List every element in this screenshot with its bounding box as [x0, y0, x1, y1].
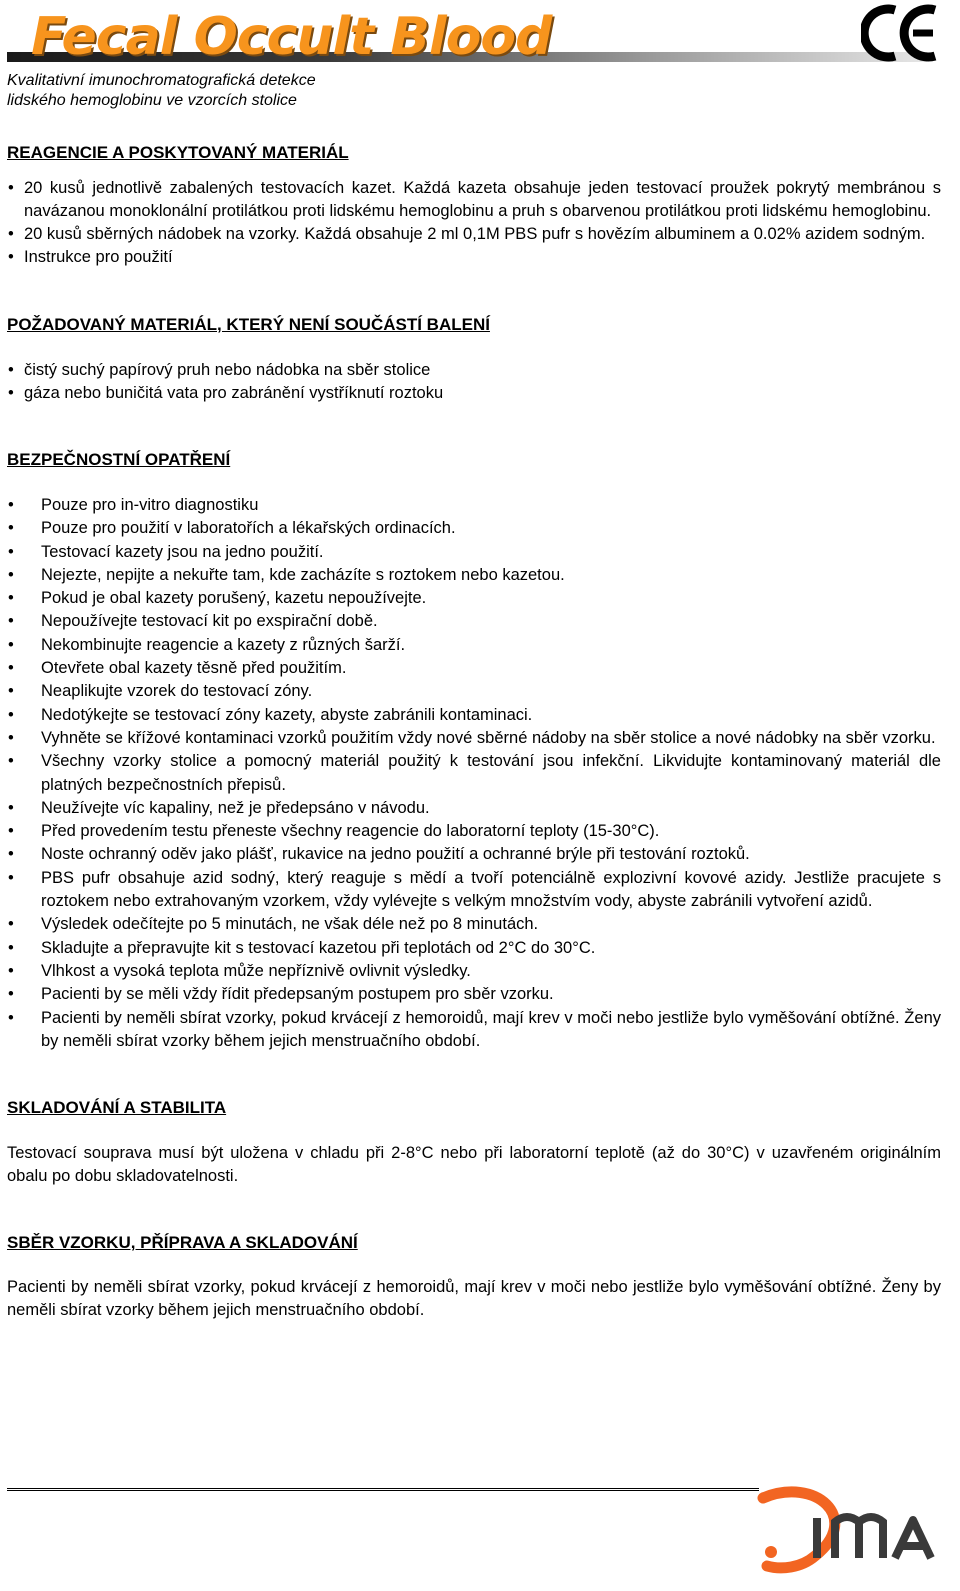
list-item: • Instrukce pro použití: [7, 246, 941, 269]
bullet-icon: •: [8, 705, 14, 724]
bullet-icon: •: [8, 635, 14, 654]
bullet-icon: •: [8, 938, 14, 957]
bullet-icon: •: [8, 1008, 14, 1027]
document-header: [7, 0, 941, 110]
list-item: • Vyhněte se křížové kontaminaci vzorků použitím vždy nové sběrné nádoby na sběr stolice a nové nádobky na sběr vzorku.: [7, 727, 941, 750]
bullet-icon: •: [8, 225, 14, 243]
bullet-icon: •: [8, 728, 14, 747]
bullet-icon: •: [8, 361, 14, 379]
bullet-icon: •: [8, 179, 14, 197]
dima-logo-icon: [755, 1478, 945, 1578]
section-collection: [7, 1232, 941, 1322]
bullet-icon: •: [8, 659, 14, 678]
list-item: • Skladujte a přepravujte kit s testovací kazetou při teplotách od 2°C do 30°C.: [7, 937, 941, 960]
list-item: • Neaplikujte vzorek do testovací zóny.: [7, 680, 941, 703]
bullet-icon: •: [8, 961, 14, 980]
bullet-icon: •: [8, 822, 14, 841]
list-item: • 20 kusů sběrných nádobek na vzorky. Každá obsahuje 2 ml 0,1M PBS pufr s hovězím albuminem a 0.02% azidem sodným.: [7, 223, 941, 246]
list-item: • Pouze pro in-vitro diagnostiku: [7, 494, 941, 517]
list-item: • Neužívejte víc kapaliny, než je předepsáno v návodu.: [7, 797, 941, 820]
section-heading-reagents: REAGENCIE A POSKYTOVANÝ MATERIÁL: [7, 143, 349, 162]
section-safety: [7, 449, 941, 1053]
footer-rule-secondary: [7, 1490, 759, 1491]
bullet-icon: •: [8, 384, 14, 402]
list-item: • Vlhkost a vysoká teplota může nepříznivě ovlivnit výsledky.: [7, 960, 941, 983]
subtitle-line-2: lidského hemoglobinu ve vzorcích stolice: [7, 92, 297, 109]
collection-paragraph: Pacienti by neměli sbírat vzorky, pokud krvácejí z hemoroidů, mají krev v moči nebo jestliže bylo vyměšování obtížné. Ženy by neměli sbírat vzorky během jejich menstruačního období.: [7, 1278, 941, 1320]
safety-list: [7, 494, 941, 1053]
section-heading-storage: SKLADOVÁNÍ A STABILITA: [7, 1098, 227, 1118]
list-item: • Nedotýkejte se testovací zóny kazety, abyste zabránili kontaminaci.: [7, 704, 941, 727]
bullet-icon: •: [8, 682, 14, 701]
list-item: • Testovací kazety jsou na jedno použití.: [7, 541, 941, 564]
list-item: • Všechny vzorky stolice a pomocný materiál použitý k testování jsou infekční. Likvidujte kontaminovaný materiál dle platných bezpečnostních přepisů.: [8, 752, 941, 794]
footer-rule: [7, 1488, 759, 1489]
bullet-icon: •: [8, 565, 14, 584]
list-item: • Pouze pro použití v laboratořích a lékařských ordinacích.: [7, 517, 941, 540]
list-item: • čistý suchý papírový pruh nebo nádobka na sběr stolice: [7, 359, 941, 382]
bullet-icon: •: [8, 752, 14, 771]
list-item: • Noste ochranný oděv jako plášť, rukavice na jedno použití a ochranné brýle při testování roztoků.: [7, 843, 941, 866]
product-title: Fecal Occult Blood: [31, 7, 552, 67]
bullet-icon: •: [8, 542, 14, 561]
bullet-icon: •: [8, 845, 14, 864]
bullet-icon: •: [8, 868, 14, 887]
bullet-icon: •: [8, 496, 14, 514]
reagents-list: [7, 177, 941, 269]
list-item: • Pokud je obal kazety porušený, kazetu nepoužívejte.: [7, 587, 941, 610]
ce-mark-icon: [861, 4, 941, 62]
list-item: • Před provedením testu přeneste všechny reagencie do laboratorní teploty (15-30°C).: [7, 820, 941, 843]
bullet-icon: •: [8, 612, 14, 631]
list-item: • Otevřete obal kazety těsně před použitím.: [7, 657, 941, 680]
list-item: • Nekombinujte reagencie a kazety z různých šarží.: [7, 634, 941, 657]
list-item: • Nejezte, nepijte a nekuřte tam, kde zacházíte s roztokem nebo kazetou.: [7, 564, 941, 587]
bullet-icon: •: [8, 915, 14, 934]
bullet-icon: •: [8, 248, 14, 266]
list-item: • 20 kusů jednotlivě zabalených testovacích kazet. Každá kazeta obsahuje jeden testovací proužek pokrytý membránou s navázanou monoklonální protilátkou proti lidskému hemoglobinu a pruh s obarvenou protilátkou proti lidskému hemoglobinu.: [8, 179, 941, 220]
bullet-icon: •: [8, 589, 14, 608]
section-storage: [7, 1097, 941, 1188]
list-item: • Pacienti by neměli sbírat vzorky, pokud krvácejí z hemoroidů, mají krev v moči nebo jestliže bylo vyměšování obtížné. Ženy by neměli sbírat vzorky během jejich menstruačního období.: [8, 1008, 941, 1050]
bullet-icon: •: [8, 519, 14, 538]
list-item: • Pacienti by se měli vždy řídit předepsaným postupem pro sběr vzorku.: [7, 983, 941, 1006]
bullet-icon: •: [8, 798, 14, 817]
bullet-icon: •: [8, 985, 14, 1004]
subtitle-line-1: Kvalitativní imunochromatografická detekce: [7, 72, 316, 89]
section-required-material: [7, 314, 941, 405]
list-item: • Výsledek odečítejte po 5 minutách, ne však déle než po 8 minutách.: [7, 913, 941, 936]
section-heading-collection: SBĚR VZORKU, PŘÍPRAVA A SKLADOVÁNÍ: [7, 1233, 358, 1253]
list-item: • Nepoužívejte testovací kit po exspirační době.: [7, 610, 941, 633]
document-page: [7, 0, 941, 1322]
storage-paragraph: Testovací souprava musí být uložena v chladu při 2-8°C nebo při laboratorní teplotě (až do 30°C) v uzavřeném originálním obalu po dobu skladovatelnosti.: [7, 1144, 941, 1186]
section-heading-safety: BEZPEČNOSTNÍ OPATŘENÍ: [7, 450, 231, 469]
list-item: • gáza nebo buničitá vata pro zabránění vystříknutí roztoku: [7, 382, 941, 405]
required-list: [7, 359, 941, 405]
product-subtitle: [7, 71, 316, 111]
section-reagents: [7, 142, 941, 269]
section-heading-required: POŽADOVANÝ MATERIÁL, KTERÝ NENÍ SOUČÁSTÍ BALENÍ: [7, 315, 490, 334]
list-item: • PBS pufr obsahuje azid sodný, který reaguje s mědí a tvoří potenciálně explozivní kovové azidy. Jestliže pracujete s roztokem nebo extrahovaným vzorkem, vždy vylévejte s velkým množstvím vody, abyste zabránili vytvoření azidů.: [8, 868, 941, 911]
